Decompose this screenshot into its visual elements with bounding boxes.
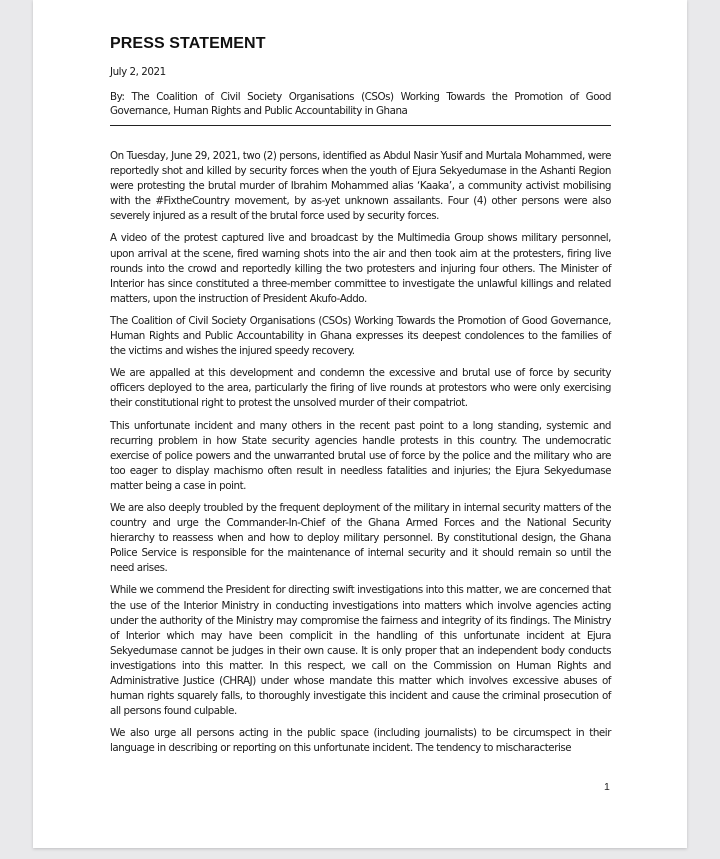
statement-byline: By: The Coalition of Civil Society Organisations (CSOs) Working Towards the Promotion of Good Governance, Human Rights and Public Accountability in Ghana xyxy=(110,91,611,117)
page-number: 1 xyxy=(604,781,610,793)
document-content xyxy=(110,35,611,763)
statement-date: July 2, 2021 xyxy=(110,66,166,78)
paragraph: The Coalition of Civil Society Organisations (CSOs) Working Towards the Promotion of Good Governance, Human Rights and Public Accountability in Ghana expresses its deepest condolences to the families of the victims and wishes the injured speedy recovery. xyxy=(110,314,611,358)
paragraph: While we commend the President for directing swift investigations into this matter, we are concerned that the use of the Interior Ministry in conducting investigations into matters which involve agencies acting under the authority of the Ministry may compromise the fairness and integrity of its findings. The Ministry of Interior which may have been complicit in the handling of this unfortunate incident at Ejura Sekyedumase cannot be judges in their own cause. It is only proper that an independent body conducts investigations into this matter. In this respect, we call on the Commission on Human Rights and Administrative Justice (CHRAJ) under whose mandate this matter which involves excessive abuses of human rights squarely falls, to thoroughly investigate this incident and cause the criminal prosecution of all persons found culpable. xyxy=(110,584,611,718)
byline-divider xyxy=(110,125,611,126)
paragraph: We also urge all persons acting in the public space (including journalists) to be circumspect in their language in describing or reporting on this unfortunate incident. The tendency to mischaracterise xyxy=(110,727,611,755)
page-title: PRESS STATEMENT xyxy=(110,35,266,52)
paragraph: A video of the protest captured live and broadcast by the Multimedia Group shows military personnel, upon arrival at the scene, fired warning shots into the air and then took aim at the protesters, firing live rounds into the crowd and reportedly killing the two protesters and injuring four others. The Minister of Interior has since constituted a three-member committee to investigate the unlawful killings and related matters, upon the instruction of President Akufo-Addo. xyxy=(110,232,611,305)
document-page xyxy=(33,0,687,848)
statement-body xyxy=(110,149,611,756)
paragraph: We are appalled at this development and condemn the excessive and brutal use of force by security officers deployed to the area, particularly the firing of live rounds at protestors who were only exercising their constitutional right to protest the unsolved murder of their compatriot. xyxy=(110,367,611,410)
paragraph: This unfortunate incident and many others in the recent past point to a long standing, systemic and recurring problem in how State security agencies handle protests in this country. The undemocratic exercise of police powers and the unwarranted brutal use of force by the police and the military who are too eager to display machismo often result in needless fatalities and injuries; the Ejura Sekyedumase matter being a case in point. xyxy=(110,419,611,492)
paragraph: On Tuesday, June 29, 2021, two (2) persons, identified as Abdul Nasir Yusif and Murtala Mohammed, were reportedly shot and killed by security forces when the youth of Ejura Sekyedumase in the Ashanti Region were protesting the brutal murder of Ibrahim Mohammed alias ‘Kaaka’, a community activist mobilising with the #FixtheCountry movement, by as-yet unknown assailants. Four (4) other persons were also severely injured as a result of the brutal force used by security forces. xyxy=(110,150,611,223)
paragraph: We are also deeply troubled by the frequent deployment of the military in internal security matters of the country and urge the Commander-In-Chief of the Ghana Armed Forces and the National Security hierarchy to reassess when and how to deploy military personnel. By constitutional design, the Ghana Police Service is responsible for the maintenance of internal security and it should remain so until the need arises. xyxy=(110,501,611,575)
